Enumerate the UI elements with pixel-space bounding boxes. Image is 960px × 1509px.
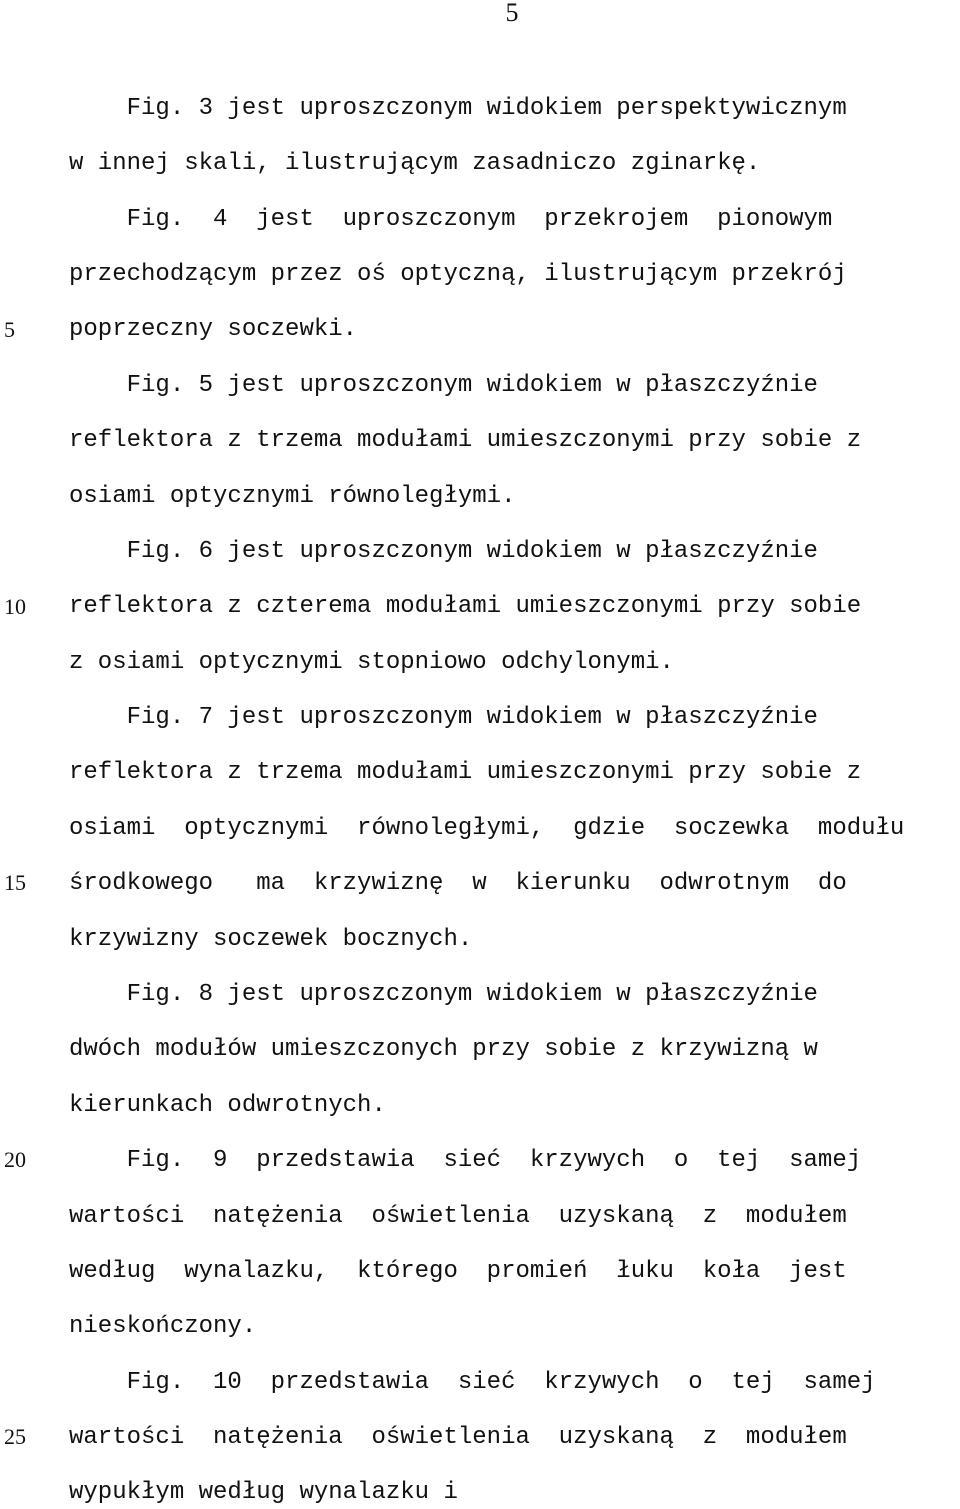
margin-line-number-10: 10 (4, 594, 26, 619)
text-line: poprzeczny soczewki. (69, 316, 358, 343)
text-line: w innej skali, ilustrującym zasadniczo zginarkę. (69, 150, 761, 177)
text-line: Fig. 6 jest uproszczonym widokiem w płaszczyźnie (69, 538, 818, 565)
margin-line-number-20: 20 (4, 1147, 26, 1172)
margin-line-number-5: 5 (4, 317, 15, 342)
text-line: Fig. 8 jest uproszczonym widokiem w płaszczyźnie (69, 981, 818, 1008)
text-line: reflektora z trzema modułami umieszczonymi przy sobie z (69, 759, 862, 786)
margin-line-number-15: 15 (4, 870, 26, 895)
page-number: 5 (505, 0, 519, 27)
text-line: reflektora z trzema modułami umieszczonymi przy sobie z (69, 427, 862, 454)
text-line: kierunkach odwrotnych. (69, 1092, 386, 1119)
text-line: z osiami optycznymi stopniowo odchylonymi. (69, 649, 674, 676)
text-line: przechodzącym przez oś optyczną, ilustrującym przekrój (69, 261, 847, 288)
margin-line-number-25: 25 (4, 1424, 26, 1449)
text-line: Fig. 3 jest uproszczonym widokiem perspektywicznym (69, 95, 847, 122)
text-line: Fig. 4 jest uproszczonym przekrojem pionowym (69, 206, 833, 233)
text-line: według wynalazku, którego promień łuku koła jest (69, 1258, 847, 1285)
text-line: Fig. 7 jest uproszczonym widokiem w płaszczyźnie (69, 704, 818, 731)
text-line: dwóch modułów umieszczonych przy sobie z krzywizną w (69, 1036, 818, 1063)
text-line: wypukłym według wynalazku i (69, 1479, 458, 1506)
text-line: Fig. 10 przedstawia sieć krzywych o tej samej (69, 1369, 876, 1396)
text-line: nieskończony. (69, 1313, 257, 1340)
text-line: środkowego ma krzywiznę w kierunku odwrotnym do (69, 870, 847, 897)
text-line: osiami optycznymi równoległymi. (69, 483, 516, 510)
text-line: reflektora z czterema modułami umieszczonymi przy sobie (69, 593, 862, 620)
text-line: Fig. 5 jest uproszczonym widokiem w płaszczyźnie (69, 372, 818, 399)
text-line: wartości natężenia oświetlenia uzyskaną z modułem (69, 1424, 847, 1451)
text-line: krzywizny soczewek bocznych. (69, 926, 473, 953)
text-line: wartości natężenia oświetlenia uzyskaną z modułem (69, 1203, 847, 1230)
text-line: osiami optycznymi równoległymi, gdzie soczewka modułu (69, 815, 905, 842)
text-line: Fig. 9 przedstawia sieć krzywych o tej samej (69, 1147, 862, 1174)
